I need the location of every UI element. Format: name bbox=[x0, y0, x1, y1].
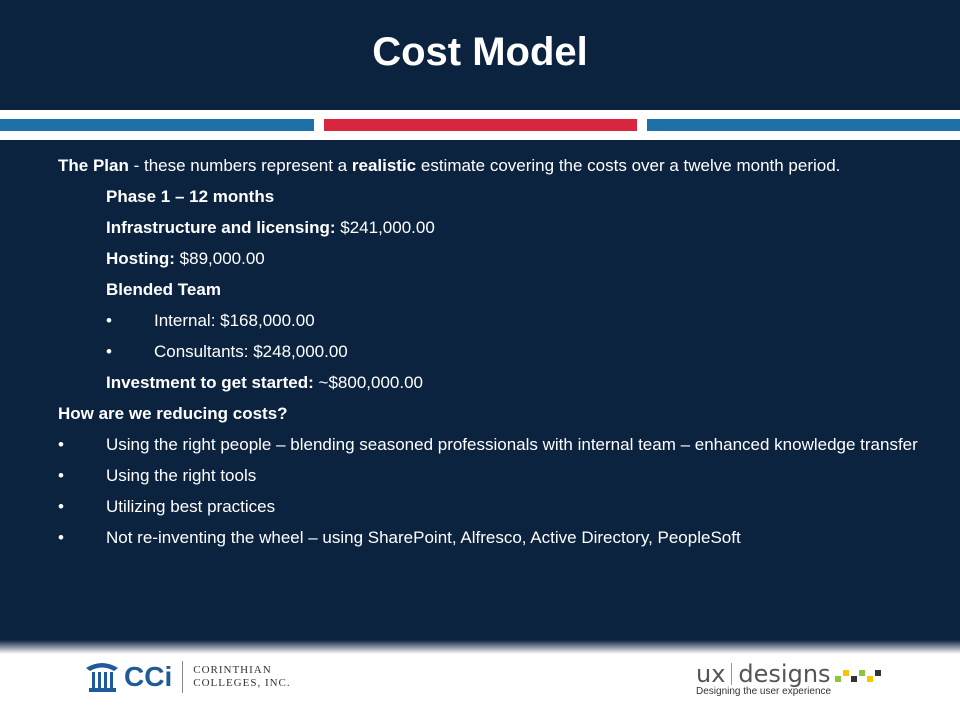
intro-paragraph bbox=[58, 155, 928, 177]
divider-stripe-right bbox=[647, 119, 960, 131]
infra-label: Infrastructure and licensing: bbox=[106, 218, 336, 237]
logo-divider bbox=[182, 661, 183, 693]
list-item bbox=[58, 496, 928, 518]
hosting-label: Hosting: bbox=[106, 249, 175, 268]
ux-divider bbox=[731, 663, 732, 685]
list-item bbox=[58, 434, 928, 456]
list-item-text: Using the right tools bbox=[106, 466, 257, 485]
pixel-squares-icon bbox=[835, 662, 883, 686]
list-item-text: Not re-inventing the wheel – using SharePoint, Alfresco, Active Directory, PeopleSoft bbox=[106, 528, 741, 547]
bullet-icon: • bbox=[58, 528, 64, 547]
intro-text: - these numbers represent a bbox=[128, 156, 352, 175]
cci-mark: CCi bbox=[124, 661, 173, 692]
list-item bbox=[58, 527, 928, 549]
ux-designs-logo bbox=[696, 660, 883, 697]
hosting-value: $89,000.00 bbox=[174, 249, 265, 268]
ux-wordmark bbox=[696, 660, 883, 688]
intro-emphasis: realistic bbox=[351, 156, 417, 175]
bullet-icon: • bbox=[58, 466, 64, 485]
investment-line bbox=[58, 372, 928, 403]
infra-line bbox=[58, 217, 928, 248]
investment-label: Investment to get started: bbox=[106, 373, 314, 392]
investment-value: ~$800,000.00 bbox=[313, 373, 424, 392]
blended-team-heading: Blended Team bbox=[106, 280, 221, 299]
ux-right: designs bbox=[738, 660, 831, 688]
ux-left: ux bbox=[696, 660, 726, 688]
list-item bbox=[58, 465, 928, 487]
divider-stripe-left bbox=[0, 119, 314, 131]
bullet-icon: • bbox=[58, 497, 64, 516]
phase-heading: Phase 1 – 12 months bbox=[106, 187, 275, 206]
consultants-item bbox=[58, 341, 928, 372]
intro-lead: The Plan bbox=[58, 156, 129, 175]
slide-title: Cost Model bbox=[372, 30, 588, 74]
hosting-line bbox=[58, 248, 928, 279]
list-item-text: Utilizing best practices bbox=[106, 497, 276, 516]
divider-stripe-middle bbox=[324, 119, 637, 131]
footer-shadow bbox=[0, 640, 960, 654]
bullet-icon: • bbox=[106, 311, 112, 330]
bullet-icon: • bbox=[58, 435, 64, 454]
column-icon bbox=[84, 660, 120, 694]
infra-value: $241,000.00 bbox=[335, 218, 435, 237]
intro-text-end: estimate covering the costs over a twelve month period. bbox=[416, 156, 841, 175]
cci-name-line1: CORINTHIAN bbox=[193, 664, 272, 676]
consultants-text: Consultants: $248,000.00 bbox=[154, 342, 348, 361]
reducing-heading: How are we reducing costs? bbox=[58, 404, 288, 423]
cci-logo bbox=[84, 660, 291, 694]
list-item-text: Using the right people – blending seasoned professionals with internal team – enhanced knowledge transfer bbox=[106, 435, 918, 454]
internal-item bbox=[58, 310, 928, 341]
internal-text: Internal: $168,000.00 bbox=[154, 311, 315, 330]
ux-tagline: Designing the user experience bbox=[696, 686, 832, 697]
cci-name-line2: COLLEGES, INC. bbox=[193, 677, 291, 689]
cci-name bbox=[193, 664, 290, 690]
bullet-icon: • bbox=[106, 342, 112, 361]
slide-content bbox=[58, 155, 928, 558]
